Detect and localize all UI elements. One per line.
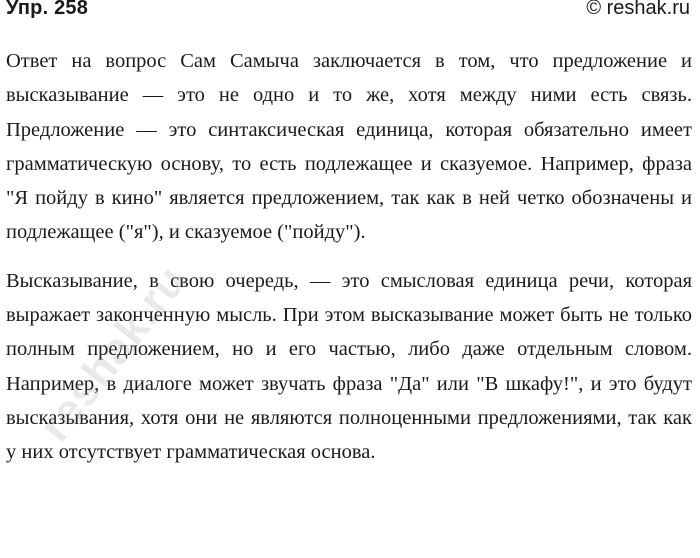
answer-paragraph-1: Ответ на вопрос Сам Самыча заключается в том, что предложение и высказывание — это не одно и то же, хотя между ними есть связь. Предложение — это синтаксическая единица, которая обязательно имеет грамматическую основу, то есть подлежащее и сказуемое. Например, фраза "Я пойду в кино" является предложением, так как в ней четко обозначены и подлежащее ("я"), и сказуемое ("пойду").: [6, 50, 692, 244]
header: [6, 0, 692, 36]
copyright-notice: © reshak.ru: [586, 0, 690, 19]
exercise-title: Упр. 258: [6, 0, 89, 19]
answer-paragraph-2: Высказывание, в свою очередь, — это смысловая единица речи, которая выражает законченную мысль. При этом высказывание может быть не только полным предложением, но и его частью, либо даже отдельным словом. Например, в диалоге может звучать фраза "Да" или "В шкафу!", и это будут высказывания, хотя они не являются полноценными предложениями, так как у них отсутствует грамматическая основа.: [6, 269, 692, 464]
watermark: reshak.ru: [30, 256, 197, 451]
